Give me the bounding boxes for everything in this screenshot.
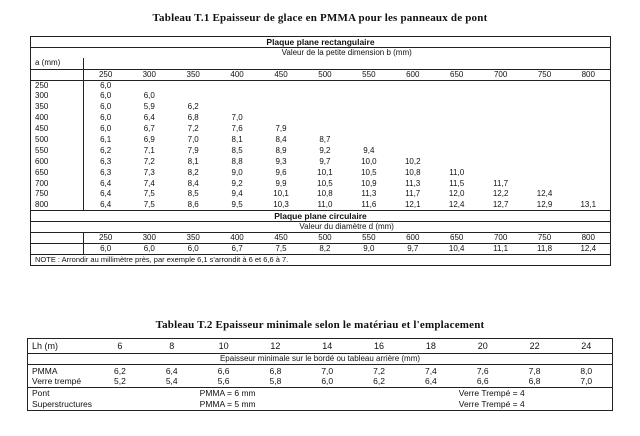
column-header: 14 (301, 339, 353, 354)
table-cell: 11,3 (361, 189, 377, 199)
empty-cell (435, 102, 479, 113)
empty-cell (31, 222, 84, 233)
row-header: 600 (35, 156, 49, 166)
table-cell: 7,9 (187, 145, 199, 155)
section-subtitle: Epaisseur minimale sur le bordé ou tableau arrière (mm) (28, 354, 613, 365)
table-cell: 9,3 (275, 156, 287, 166)
column-header: 350 (171, 233, 215, 244)
subtitle-row (28, 354, 613, 365)
table-row (31, 124, 611, 135)
table-cell: 11,1 (479, 243, 523, 254)
table-cell: 6,4 (83, 178, 127, 189)
empty-cell (435, 124, 479, 135)
table-row (31, 135, 611, 146)
table-cell: 9,4 (231, 189, 243, 199)
empty-cell (567, 167, 611, 178)
table-cell: 12,4 (536, 189, 553, 199)
column-header: 350 (171, 69, 215, 80)
row-header: 350 (35, 102, 49, 112)
table-row (31, 178, 611, 189)
empty-cell (523, 113, 567, 124)
empty-cell (347, 80, 391, 91)
table-cell: 10,2 (404, 156, 421, 166)
empty-cell (303, 80, 347, 91)
empty-cell (435, 113, 479, 124)
empty-cell (523, 135, 567, 146)
table-cell: 11,6 (361, 200, 377, 210)
rect-subtitle-row (31, 47, 611, 58)
table-cell: 9,2 (231, 178, 243, 188)
empty-cell (215, 102, 259, 113)
table-cell: PMMA = 5 mm (199, 399, 256, 410)
table-cell: 8,0 (580, 365, 593, 376)
table-cell: 6,2 (114, 365, 126, 376)
column-header: 10 (198, 339, 250, 354)
empty-cell (435, 135, 479, 146)
table-row (31, 102, 611, 113)
table-cell: 7,5 (143, 189, 155, 199)
table-cell: 9,4 (363, 145, 375, 155)
column-header: 750 (523, 233, 567, 244)
table-cell: 7,6 (231, 124, 243, 134)
column-header: 600 (391, 233, 435, 244)
empty-cell (171, 80, 215, 91)
verre-row (28, 376, 613, 387)
empty-cell (479, 145, 523, 156)
table-row (31, 167, 611, 178)
row-header: Lh (m) (28, 339, 95, 354)
table-cell: 12,0 (448, 189, 465, 199)
empty-cell (523, 80, 567, 91)
table-cell: 6,9 (143, 134, 155, 144)
column-header: 650 (435, 233, 479, 244)
empty-cell (347, 113, 391, 124)
empty-cell (523, 91, 567, 102)
empty-cell (567, 156, 611, 167)
empty-cell (215, 80, 259, 91)
table-cell: 7,5 (143, 200, 155, 210)
superstructures-row (28, 399, 613, 410)
section-title: Plaque plane circulaire (31, 211, 611, 222)
table-cell: 6,1 (83, 135, 127, 146)
table-cell: 8,4 (275, 134, 287, 144)
column-header: 22 (509, 339, 561, 354)
column-header: 300 (127, 69, 171, 80)
column-header: 6 (94, 339, 146, 354)
column-header: 400 (215, 69, 259, 80)
table-min-thickness (27, 338, 613, 411)
empty-cell (523, 145, 567, 156)
empty-cell (479, 113, 523, 124)
column-header: 250 (83, 233, 127, 244)
table-cell: 7,6 (476, 365, 489, 376)
empty-cell (479, 102, 523, 113)
table-cell: 7,4 (424, 365, 437, 376)
table-cell: 6,0 (83, 243, 127, 254)
note-row (31, 254, 611, 265)
rect-title-row (31, 37, 611, 48)
column-header: 550 (347, 69, 391, 80)
table-cell: 7,2 (373, 365, 385, 376)
table-cell: 5,6 (217, 376, 230, 387)
table-cell: 10,9 (361, 178, 377, 188)
table-cell: 10,5 (317, 178, 333, 188)
row-header: 250 (35, 80, 49, 90)
empty-cell (435, 145, 479, 156)
table-cell: 11,3 (405, 178, 421, 188)
table-cell: 7,3 (143, 167, 155, 177)
column-header: 700 (479, 69, 523, 80)
column-header: 700 (479, 233, 523, 244)
table-cell: 6,0 (83, 102, 127, 113)
empty-cell (303, 102, 347, 113)
table-note: NOTE : Arrondir au millimètre près, par exemple 6,1 s'arrondit à 6 et 6,6 à 7. (31, 254, 611, 265)
d-header-row (31, 233, 611, 244)
table-cell: 11,0 (317, 200, 333, 210)
row-header: 450 (35, 124, 49, 134)
empty-cell (94, 388, 198, 399)
table-cell: 10,3 (273, 200, 289, 210)
column-header: 24 (561, 339, 613, 354)
table-cell: 6,2 (373, 376, 385, 387)
table-cell: Verre Trempé = 4 (458, 399, 525, 410)
empty-cell (303, 91, 347, 102)
empty-cell (567, 80, 611, 91)
empty-cell (567, 135, 611, 146)
table-cell: PMMA = 6 mm (198, 388, 405, 399)
table-row (31, 113, 611, 124)
empty-cell (215, 91, 259, 102)
empty-cell (303, 124, 347, 135)
empty-cell (523, 102, 567, 113)
empty-cell (31, 243, 84, 254)
row-header: 700 (35, 178, 49, 188)
empty-cell (567, 91, 611, 102)
empty-cell (391, 91, 435, 102)
empty-cell (405, 399, 457, 410)
table-cell: 6,7 (143, 124, 155, 134)
column-header: 800 (567, 233, 611, 244)
table-cell: 6,2 (187, 102, 199, 112)
table-cell: 6,7 (215, 243, 259, 254)
pmma-row (28, 365, 613, 376)
circ-values-row (31, 243, 611, 254)
table-cell: 5,9 (143, 102, 155, 112)
empty-cell (567, 102, 611, 113)
table-cell: 8,2 (187, 167, 199, 177)
table-cell: 9,2 (319, 145, 331, 155)
table-cell: 6,8 (528, 376, 541, 387)
table-cell: 12,4 (448, 200, 465, 210)
table-cell: 10,5 (361, 167, 377, 177)
table-cell: 9,6 (275, 167, 287, 177)
table-cell: 12,1 (404, 200, 421, 210)
table-cell: 6,6 (476, 376, 489, 387)
column-header: 400 (215, 233, 259, 244)
empty-cell (479, 135, 523, 146)
table-cell: 7,0 (321, 365, 334, 376)
table-cell: 6,3 (83, 167, 127, 178)
empty-cell (479, 91, 523, 102)
column-header: 750 (523, 69, 567, 80)
row-header: 800 (35, 200, 49, 210)
empty-cell (479, 167, 523, 178)
table-row (31, 91, 611, 102)
row-axis-label: a (mm) (35, 58, 61, 68)
column-header: 550 (347, 233, 391, 244)
table-cell: 8,5 (231, 145, 243, 155)
section-subtitle: Valeur de la petite dimension b (mm) (83, 47, 610, 58)
empty-cell (435, 80, 479, 91)
column-header: 12 (249, 339, 301, 354)
empty-cell (567, 124, 611, 135)
table-cell: 6,2 (83, 145, 127, 156)
table-cell: 10,0 (361, 156, 377, 166)
empty-cell (405, 388, 457, 399)
empty-cell (259, 91, 303, 102)
empty-cell (567, 189, 611, 200)
table-cell: 7,9 (275, 124, 287, 134)
row-header: 500 (35, 134, 49, 144)
table-cell: 12,4 (567, 243, 611, 254)
table-cell: 9,7 (391, 243, 435, 254)
table-cell: 9,9 (275, 178, 287, 188)
empty-cell (567, 145, 611, 156)
empty-cell (259, 80, 303, 91)
empty-cell (435, 91, 479, 102)
empty-cell (31, 233, 84, 244)
b-header-row (31, 69, 611, 80)
empty-cell (31, 47, 84, 58)
empty-cell (523, 167, 567, 178)
row-header: Superstructures (32, 399, 92, 410)
table-cell: 6,0 (83, 91, 127, 102)
table-cell: 10,1 (317, 167, 333, 177)
table-cell: 7,0 (231, 113, 243, 123)
row-header: Verre trempé (32, 376, 82, 387)
table-cell: 8,1 (187, 156, 199, 166)
row-header: 750 (35, 189, 49, 199)
table-cell: 7,2 (143, 156, 155, 166)
table-cell: 12,2 (492, 189, 509, 199)
row-header: Pont (28, 388, 95, 399)
empty-cell (94, 399, 198, 410)
section-subtitle: Valeur du diamètre d (mm) (83, 222, 610, 233)
table-cell: 6,8 (269, 365, 282, 376)
column-header: 450 (259, 69, 303, 80)
row-header: 400 (35, 113, 49, 123)
empty-cell (523, 124, 567, 135)
empty-cell (259, 102, 303, 113)
empty-cell (479, 124, 523, 135)
empty-cell (171, 91, 215, 102)
table-cell: 8,9 (275, 145, 287, 155)
lh-row (28, 339, 613, 354)
empty-cell (391, 124, 435, 135)
table-cell: 11,5 (449, 178, 465, 188)
table-cell: 8,2 (303, 243, 347, 254)
a-label-row (31, 58, 611, 69)
table-cell: 7,0 (580, 376, 593, 387)
empty-cell (127, 80, 171, 91)
column-header: 8 (146, 339, 198, 354)
empty-cell (391, 80, 435, 91)
table-cell: 6,0 (83, 124, 127, 135)
table1-caption: Tableau T.1 Epaisseur de glace en PMMA pour les panneaux de pont (152, 12, 488, 24)
table-cell: 7,4 (143, 178, 155, 188)
table-cell: 7,5 (259, 243, 303, 254)
table-cell: 6,0 (83, 80, 127, 91)
table-cell: 8,5 (187, 189, 199, 199)
empty-cell (479, 80, 523, 91)
empty-cell (435, 156, 479, 167)
column-header: 650 (435, 69, 479, 80)
table-cell: 6,0 (321, 376, 334, 387)
table-cell: 6,4 (424, 376, 437, 387)
table-cell: 11,7 (405, 189, 421, 199)
table-cell: 8,7 (319, 134, 331, 144)
table-cell: 10,4 (435, 243, 479, 254)
empty-cell (567, 113, 611, 124)
circ-subtitle-row (31, 222, 611, 233)
column-header: 300 (127, 233, 171, 244)
table-cell: 8,6 (187, 200, 199, 210)
table-cell: 12,7 (492, 200, 509, 210)
table-cell: Verre Trempé = 4 (457, 388, 613, 399)
column-header: 20 (457, 339, 509, 354)
row-header: 300 (35, 91, 49, 101)
table-cell: 7,8 (528, 365, 541, 376)
empty-cell (391, 102, 435, 113)
table-pmma-thickness (30, 36, 611, 266)
empty-cell (479, 156, 523, 167)
table-cell: 9,0 (231, 167, 243, 177)
table-cell: 7,1 (143, 145, 155, 155)
column-header: 500 (303, 233, 347, 244)
table-cell: 7,2 (187, 124, 199, 134)
empty-cell (391, 135, 435, 146)
empty-cell (303, 113, 347, 124)
table-row (31, 200, 611, 211)
table-cell: 6,3 (83, 156, 127, 167)
table-cell: 6,0 (171, 243, 215, 254)
table-cell: 6,0 (143, 91, 155, 101)
row-header: 650 (35, 167, 49, 177)
table-cell: 6,6 (217, 365, 230, 376)
table-cell: 5,2 (114, 376, 126, 387)
table-cell: 10,1 (273, 189, 289, 199)
table-cell: 9,0 (347, 243, 391, 254)
empty-cell (523, 156, 567, 167)
table-cell: 6,0 (83, 113, 127, 124)
table-cell: 11,0 (449, 167, 465, 177)
table-cell: 6,4 (83, 189, 127, 200)
table-cell: 13,1 (580, 200, 597, 210)
column-header: 16 (353, 339, 405, 354)
table-cell: 11,8 (523, 243, 567, 254)
table-row (31, 189, 611, 200)
column-header: 250 (83, 69, 127, 80)
pont-row (28, 388, 613, 399)
table-cell: 7,0 (187, 134, 199, 144)
section-title: Plaque plane rectangulaire (31, 37, 611, 48)
table-cell: 9,5 (231, 200, 243, 210)
empty-cell (391, 113, 435, 124)
table-cell: 6,4 (165, 365, 178, 376)
table-cell: 10,8 (404, 167, 421, 177)
column-header: 18 (405, 339, 457, 354)
empty-cell (567, 178, 611, 189)
row-header: 550 (35, 145, 49, 155)
table-cell: 8,1 (231, 134, 243, 144)
empty-cell (259, 113, 303, 124)
table-cell: 10,8 (317, 189, 333, 199)
empty-cell (83, 58, 610, 69)
column-header: 600 (391, 69, 435, 80)
table-row (31, 145, 611, 156)
empty-cell (347, 124, 391, 135)
empty-cell (347, 91, 391, 102)
empty-cell (523, 178, 567, 189)
column-header: 500 (303, 69, 347, 80)
table-cell: 8,4 (187, 178, 199, 188)
table-cell: 6,4 (143, 113, 155, 123)
table-cell: 8,8 (231, 156, 243, 166)
table-cell: 5,8 (269, 376, 282, 387)
table-cell: 6,8 (187, 113, 199, 123)
empty-cell (347, 102, 391, 113)
circ-title-row (31, 211, 611, 222)
table2-caption: Tableau T.2 Epaisseur minimale selon le matériau et l'emplacement (155, 319, 485, 331)
column-header: 450 (259, 233, 303, 244)
table-cell: 11,7 (493, 178, 509, 188)
row-header: PMMA (32, 365, 58, 376)
table-cell: 6,0 (127, 243, 171, 254)
table-row (31, 156, 611, 167)
empty-cell (347, 135, 391, 146)
table-cell: 5,4 (165, 376, 178, 387)
table-cell: 9,7 (319, 156, 331, 166)
table-cell: 12,9 (536, 200, 553, 210)
empty-cell (391, 145, 435, 156)
table-cell: 6,4 (83, 200, 127, 211)
empty-cell (31, 69, 84, 80)
column-header: 800 (567, 69, 611, 80)
table-row (31, 80, 611, 91)
